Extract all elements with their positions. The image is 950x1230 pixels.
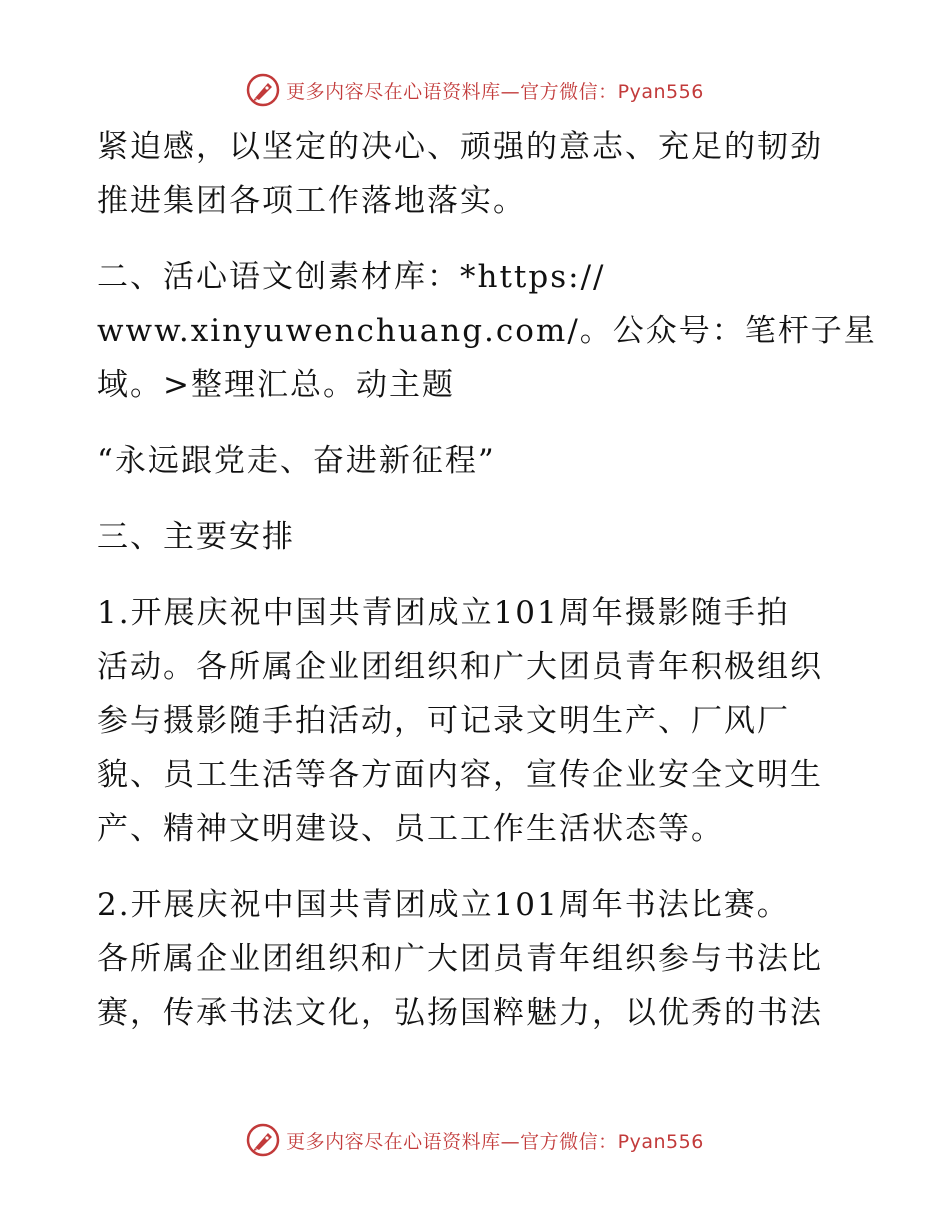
text-line: 二、活心语文创素材库：*https://	[97, 259, 606, 295]
text-line: 产、精神文明建设、员工工作生活状态等。	[97, 811, 724, 847]
paragraph	[97, 250, 877, 412]
text-line: 1.开展庆祝中国共青团成立101周年摄影随手拍	[97, 595, 790, 631]
text-line: 参与摄影随手拍活动，可记录文明生产、厂风厂	[97, 703, 790, 739]
footer-watermark-banner	[0, 1120, 950, 1160]
text-line: 貌、员工生活等各方面内容，宣传企业安全文明生	[97, 757, 823, 793]
text-line: 三、主要安排	[97, 519, 295, 555]
header-watermark-banner	[0, 70, 950, 110]
section-heading	[97, 510, 857, 564]
text-line: 2.开展庆祝中国共青团成立101周年书法比赛。	[97, 887, 790, 923]
text-line: 赛，传承书法文化，弘扬国粹魅力，以优秀的书法	[97, 995, 823, 1031]
footer-watermark-text: 更多内容尽在心语资料库—官方微信：Pyan556	[286, 1130, 704, 1153]
paragraph	[97, 120, 857, 228]
fountain-pen-seal-icon	[246, 73, 280, 107]
paragraph	[97, 586, 857, 856]
paragraph	[97, 878, 857, 1040]
header-watermark-text: 更多内容尽在心语资料库—官方微信：Pyan556	[286, 80, 704, 103]
document-body	[97, 120, 877, 1040]
text-line: “永远跟党走、奋进新征程”	[97, 443, 496, 479]
text-line: 各所属企业团组织和广大团员青年组织参与书法比	[97, 941, 823, 977]
text-line: 活动。各所属企业团组织和广大团员青年积极组织	[97, 649, 823, 685]
text-line: 紧迫感，以坚定的决心、顽强的意志、充足的韧劲	[97, 129, 823, 165]
section-theme-line	[97, 434, 857, 488]
text-line: www.xinyuwenchuang.com/。公众号：笔杆子星	[97, 313, 877, 349]
fountain-pen-seal-icon	[246, 1123, 280, 1157]
text-line: 推进集团各项工作落地落实。	[97, 183, 526, 219]
text-line: 域。>整理汇总。动主题	[97, 367, 455, 403]
